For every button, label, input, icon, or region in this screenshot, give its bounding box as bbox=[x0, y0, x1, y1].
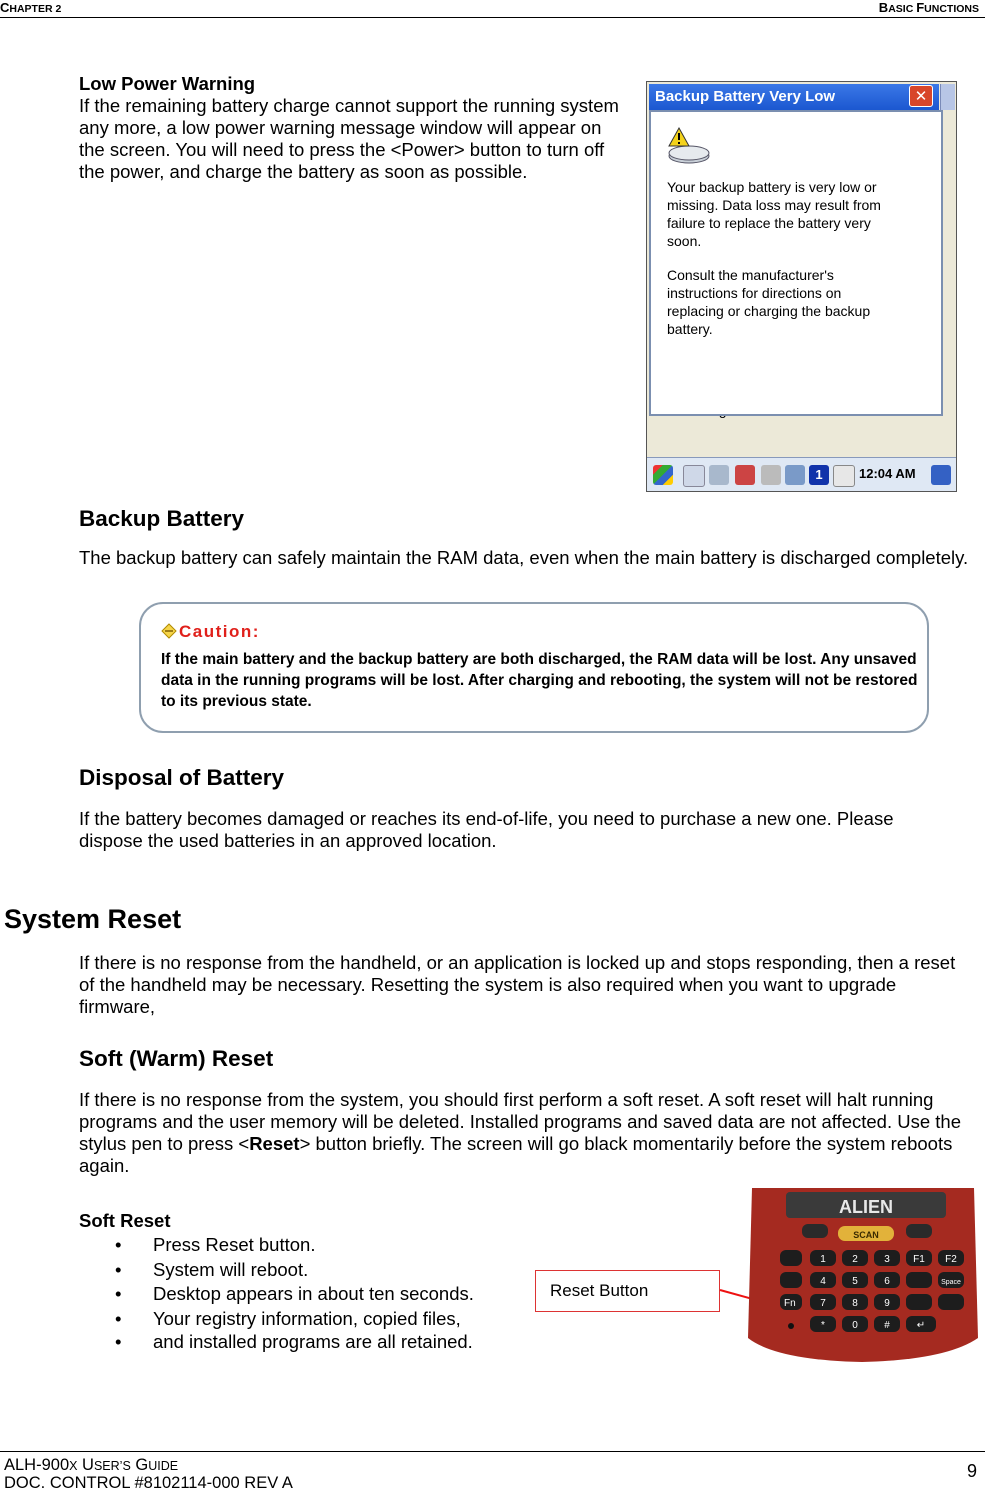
key-label: 9 bbox=[884, 1298, 890, 1309]
section-f: F bbox=[916, 0, 925, 15]
key-label: 0 bbox=[852, 1320, 858, 1331]
key-label: F2 bbox=[945, 1254, 957, 1265]
stylus-icon[interactable] bbox=[683, 465, 705, 487]
start-icon[interactable] bbox=[653, 465, 673, 485]
device-drawing bbox=[746, 1188, 979, 1362]
header-rule bbox=[0, 17, 985, 18]
footer-ser: SER bbox=[93, 1459, 120, 1473]
caution-label: Caution: bbox=[179, 622, 260, 641]
footer-model: ALH-900 bbox=[4, 1456, 70, 1474]
warning-battery-icon bbox=[667, 126, 711, 166]
section-asic: ASIC bbox=[888, 3, 917, 15]
list-item: • and installed programs are all retained. bbox=[79, 1330, 539, 1355]
taskbar-clock[interactable]: 12:04 AM bbox=[859, 466, 916, 481]
system-reset-title: System Reset bbox=[4, 904, 182, 934]
list-item: • Press Reset button. bbox=[79, 1233, 539, 1258]
notification-icon[interactable] bbox=[833, 465, 855, 487]
list-item: • Desktop appears in about ten seconds. bbox=[79, 1282, 539, 1307]
key-label: * bbox=[821, 1320, 825, 1331]
chapter-rest: HAPTER 2 bbox=[9, 3, 62, 15]
soft-reset-text-before: If there is no response from the system, you should first perform a soft reset. A soft reset will halt running programs and the user memory will be deleted. Installed programs and saved data are not affected. Use the stylus pen to press < bbox=[79, 1089, 961, 1154]
dialog-line: missing. Data loss may result from bbox=[667, 197, 881, 213]
key-label: F1 bbox=[913, 1254, 925, 1265]
dialog-title: Backup Battery Very Low bbox=[655, 88, 836, 105]
key-label: 4 bbox=[820, 1276, 826, 1287]
key-label: 2 bbox=[852, 1254, 858, 1265]
footer-rule bbox=[0, 1451, 985, 1452]
key-label: 8 bbox=[852, 1298, 858, 1309]
disposal-text: If the battery becomes damaged or reaches its end-of-life, you need to purchase a new one. Please dispose the used batteries in an approved location. bbox=[79, 808, 894, 851]
battery-icon[interactable] bbox=[735, 465, 755, 485]
soft-reset-list bbox=[79, 1233, 539, 1355]
scrollbar[interactable] bbox=[940, 84, 955, 110]
key-label: 3 bbox=[884, 1254, 890, 1265]
footer-uide: UIDE bbox=[148, 1459, 179, 1473]
key-label: 7 bbox=[820, 1298, 826, 1309]
device-brand: ALIEN bbox=[839, 1197, 893, 1217]
section-b: B bbox=[878, 0, 889, 15]
key-label: # bbox=[884, 1320, 890, 1331]
disposal-title: Disposal of Battery bbox=[79, 765, 285, 790]
taskbar bbox=[647, 457, 956, 492]
backup-battery-text: The backup battery can safely maintain the RAM data, even when the main battery is discharged completely. bbox=[79, 547, 969, 568]
caution-text: If the main battery and the backup battery are both discharged, the RAM data will be lost. Any unsaved data in the running programs will be lost. After charging and rebooting, the system will not be restored to its previous state. bbox=[161, 651, 918, 710]
input-badge-icon[interactable]: 1 bbox=[809, 465, 829, 485]
dialog-paragraph-1 bbox=[667, 178, 881, 250]
dialog-line: failure to replace the battery very bbox=[667, 215, 871, 231]
low-power-title: Low Power Warning bbox=[79, 73, 256, 94]
footer-u: U bbox=[77, 1456, 94, 1474]
network-icon[interactable] bbox=[785, 465, 805, 485]
soft-reset-text bbox=[79, 1089, 984, 1177]
footer-model-x: X bbox=[69, 1459, 78, 1473]
scan-key-label: SCAN bbox=[853, 1230, 879, 1240]
reset-hole[interactable] bbox=[788, 1323, 794, 1329]
soft-reset-text-after: > button briefly. The screen will go black momentarily before the system reboots again. bbox=[79, 1133, 953, 1176]
caution-diamond-icon bbox=[161, 623, 177, 639]
keyboard-icon[interactable] bbox=[761, 465, 781, 485]
dialog-line: Your backup battery is very low or bbox=[667, 179, 877, 195]
soft-reset-text-bold: Reset bbox=[249, 1133, 300, 1154]
dialog-paragraph-2 bbox=[667, 266, 870, 338]
close-icon[interactable]: ✕ bbox=[909, 85, 933, 107]
low-battery-screenshot bbox=[646, 81, 957, 492]
dialog-line: instructions for directions on bbox=[667, 285, 842, 301]
fn-key-label: Fn bbox=[784, 1298, 796, 1309]
soft-reset-list-title: Soft Reset bbox=[79, 1210, 171, 1231]
key-label: 6 bbox=[884, 1276, 890, 1287]
footer-apos-s: ’S bbox=[119, 1459, 131, 1473]
key-label: ↵ bbox=[916, 1320, 926, 1331]
footer-doc-control: DOC. CONTROL #8102114-000 REV A bbox=[4, 1474, 293, 1492]
dialog-line: Consult the manufacturer's bbox=[667, 267, 834, 283]
key-label: Space bbox=[941, 1279, 961, 1286]
low-power-text: If the remaining battery charge cannot support the running system any more, a low power warning message window will appear on the screen. You will need to press the <Power> button to turn off the power, and charge the battery as soon as possible. bbox=[79, 95, 619, 182]
page-number: 9 bbox=[966, 1461, 977, 1481]
caution-title bbox=[161, 622, 260, 642]
backup-battery-title: Backup Battery bbox=[79, 506, 245, 531]
reset-button-callout: Reset Button bbox=[535, 1270, 720, 1312]
connection-icon[interactable] bbox=[709, 465, 729, 485]
key-label: 5 bbox=[852, 1276, 858, 1287]
windows-switch-icon[interactable] bbox=[931, 465, 951, 485]
dialog-line: soon. bbox=[667, 233, 702, 249]
key-label: 1 bbox=[820, 1254, 826, 1265]
caution-box bbox=[139, 602, 929, 733]
soft-reset-title: Soft (Warm) Reset bbox=[79, 1046, 274, 1071]
chapter-prefix: C bbox=[0, 0, 10, 15]
section-unctions: UNCTIONS bbox=[924, 3, 979, 15]
list-item: • Your registry information, copied files, bbox=[79, 1307, 539, 1332]
footer-g: G bbox=[130, 1456, 149, 1474]
system-reset-text: If there is no response from the handheld, or an application is locked up and stops responding, then a reset of the handheld may be necessary. Resetting the system is also required when you want to upgrade firmware, bbox=[79, 952, 956, 1017]
dialog-line: replacing or charging the backup bbox=[667, 303, 871, 319]
dialog-line: battery. bbox=[667, 321, 713, 337]
chapter-header bbox=[0, 0, 61, 15]
handheld-device-image bbox=[746, 1188, 979, 1362]
dialog-title-bar bbox=[649, 84, 939, 110]
section-header bbox=[879, 0, 979, 15]
list-item: • System will reboot. bbox=[79, 1258, 539, 1283]
